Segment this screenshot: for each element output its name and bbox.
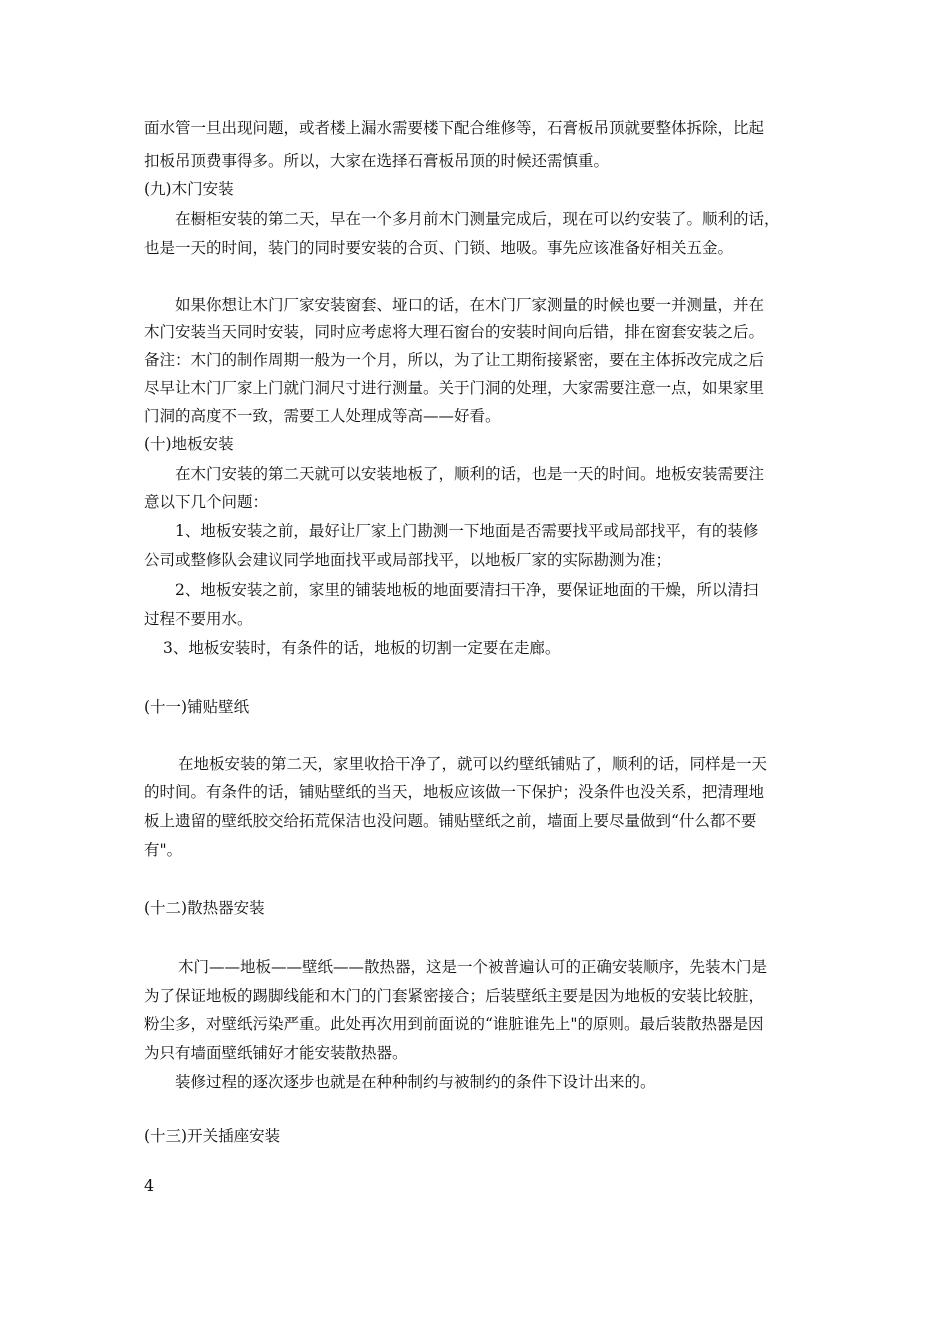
text-line: 公司或整修队会建议同学地面找平或局部找平，以地板厂家的实际勘测为准； <box>144 551 672 569</box>
section-heading-11: (十一)铺贴壁纸 <box>144 698 250 716</box>
text-line: 在木门安装的第二天就可以安装地板了，顺利的话，也是一天的时间。地板安装需要注 <box>175 465 765 483</box>
section-heading-12: (十二)散热器安装 <box>144 899 265 917</box>
text-line: 尽早让木门厂家上门就门洞尺寸进行测量。关于门洞的处理，大家需要注意一点，如果家里 <box>144 379 765 397</box>
list-item-2: 2、地板安装之前，家里的铺装地板的地面要清扫干净，要保证地面的干燥，所以清扫 <box>175 581 759 599</box>
section-heading-10: (十)地板安装 <box>144 435 234 453</box>
text-line: 在橱柜安装的第二天，早在一个多月前木门测量完成后，现在可以约安装了。顺利的话， <box>175 210 780 228</box>
text-line: 门洞的高度不一致，需要工人处理成等高——好看。 <box>144 407 501 425</box>
text-line: 粉尘多，对壁纸污染严重。此处再次用到前面说的“谁脏谁先上"的原则。最后装散热器是因 <box>144 1015 764 1033</box>
text-line: 有"。 <box>144 841 183 859</box>
text-line: 如果你想让木门厂家安装窗套、垭口的话，在木门厂家测量的时候也要一并测量，并在 <box>175 296 765 314</box>
text-line: 在地板安装的第二天，家里收拾干净了，就可以约壁纸铺贴了，顺利的话，同样是一天 <box>178 755 768 773</box>
text-line: 也是一天的时间，装门的同时要安装的合页、门锁、地吸。事先应该准备好相关五金。 <box>144 239 734 257</box>
text-line: 为了保证地板的踢脚线能和木门的门套紧密接合；后装壁纸主要是因为地板的安装比较脏， <box>144 987 765 1005</box>
text-line: 面水管一旦出现问题，或者楼上漏水需要楼下配合维修等，石膏板吊顶就要整体拆除，比起 <box>144 119 765 137</box>
text-line: 的时间。有条件的话，铺贴壁纸的当天，地板应该做一下保护；没条件也没关系，把清理地 <box>144 783 765 801</box>
note-line: 备注：木门的制作周期一般为一个月，所以，为了让工期衔接紧密，要在主体拆改完成之后 <box>144 351 765 369</box>
section-heading-9: (九)木门安装 <box>144 180 234 198</box>
text-line: 为只有墙面壁纸铺好才能安装散热器。 <box>144 1044 408 1062</box>
text-line: 意以下几个问题： <box>144 493 269 511</box>
text-line: 过程不要用水。 <box>144 610 253 628</box>
text-line: 木门——地板——壁纸——散热器，这是一个被普遍认可的正确安装顺序，先装木门是 <box>178 958 768 976</box>
text-line: 扣板吊顶费事得多。所以，大家在选择石膏板吊顶的时候还需慎重。 <box>144 152 610 170</box>
text-line: 木门安装当天同时安装，同时应考虑将大理石窗台的安装时间向后错，排在窗套安装之后。 <box>144 323 765 341</box>
list-item-3: 3、地板安装时，有条件的话，地板的切割一定要在走廊。 <box>163 639 561 657</box>
section-heading-13: (十三)开关插座安装 <box>144 1127 281 1145</box>
text-line: 板上遗留的壁纸胶交给拓荒保洁也没问题。铺贴壁纸之前，墙面上要尽量做到“什么都不要 <box>144 812 757 830</box>
text-line: 装修过程的逐次逐步也就是在种种制约与被制约的条件下设计出来的。 <box>175 1073 656 1091</box>
page-number: 4 <box>144 1176 155 1195</box>
list-item-1: 1、地板安装之前，最好让厂家上门勘测一下地面是否需要找平或局部找平，有的装修 <box>175 522 759 540</box>
